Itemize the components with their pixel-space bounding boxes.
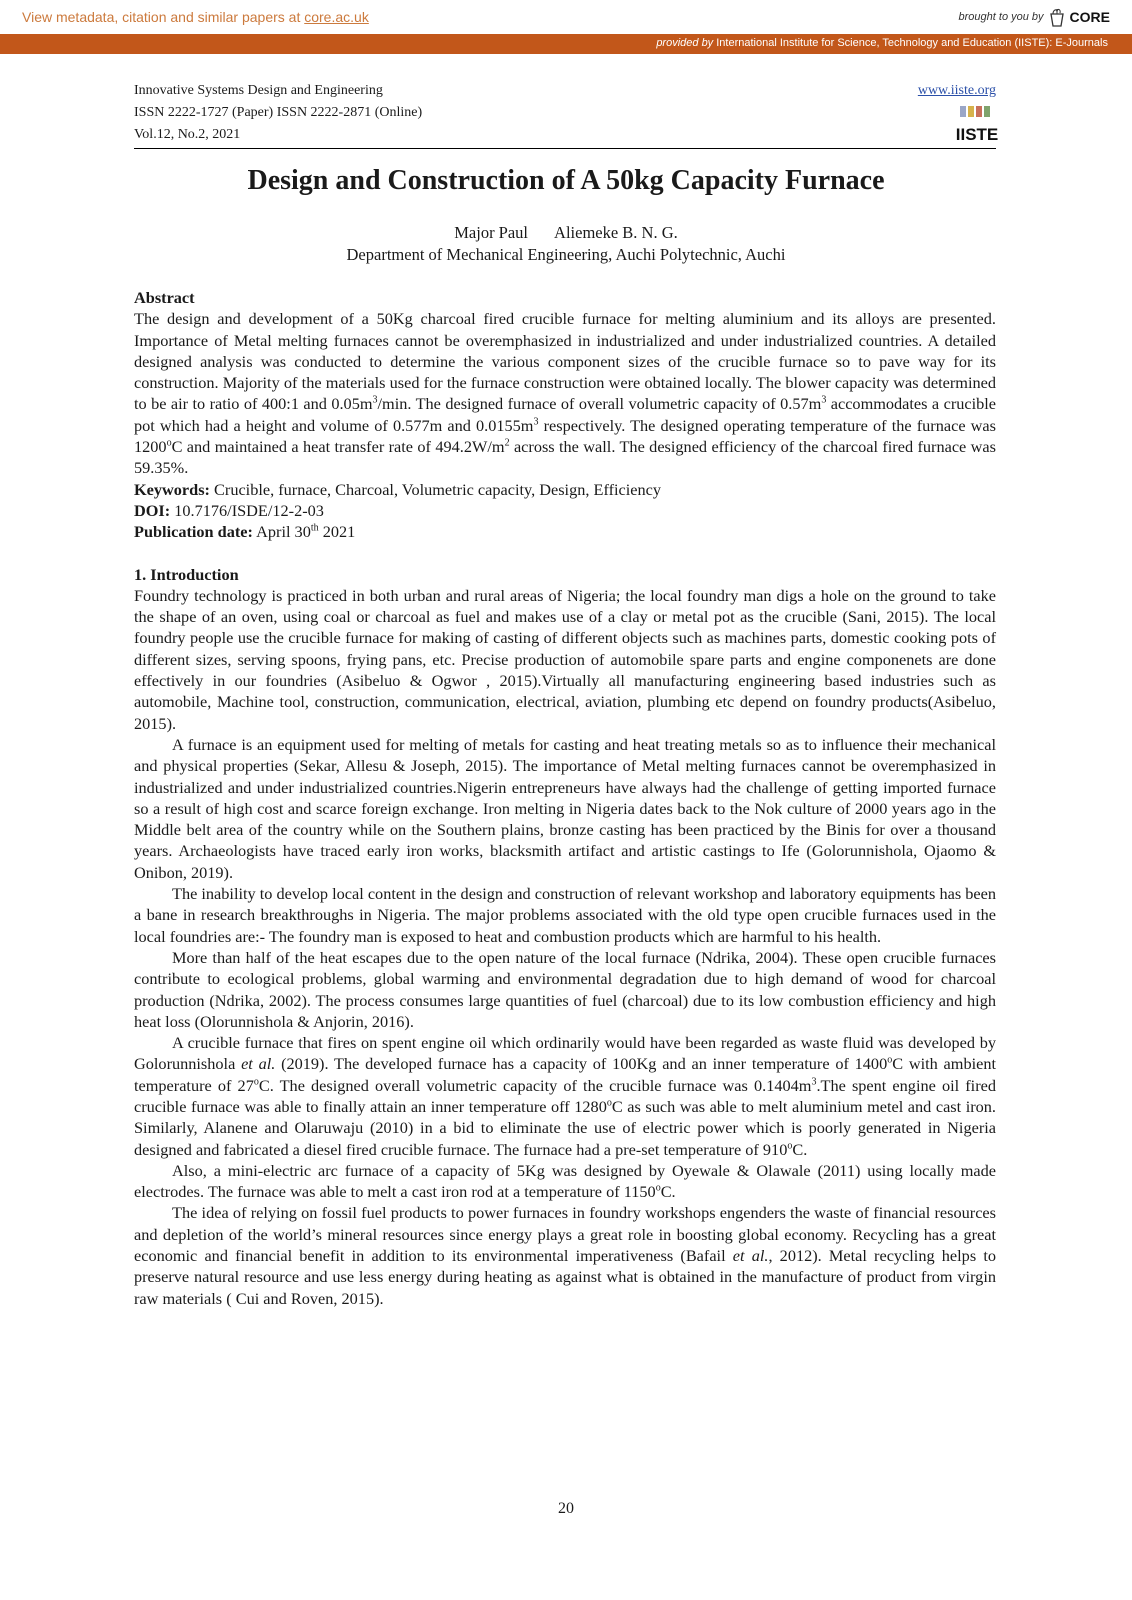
iiste-logo-icon — [955, 104, 999, 144]
author-block — [0, 222, 1132, 266]
intro-paragraph-4: More than half of the heat escapes due to the open nature of the local furnace (Ndrika, 2004). These open crucible furnaces contribute to ecological problems, global warming and environmental degradation due to high demand of wood for charcoal production (Ndrika, 2002). The process consumes large quantities of fuel (charcoal) due to its low combustion efficiency and high heat loss (Olorunnishola & Anjorin, 2016). — [134, 947, 996, 1031]
keywords: Keywords: Crucible, furnace, Charcoal, Volumetric capacity, Design, Efficiency — [134, 479, 662, 499]
journal-header — [134, 80, 999, 146]
intro-paragraph-7: The idea of relying on fossil fuel products to power furnaces in foundry workshops engenders the waste of financial resources and depletion of the world’s mineral resources since energy plays a great role in boosting global economy. Recycling has a great economic and financial benefit in addition to its environmental imperativeness (Bafail et al., 2012). Metal recycling helps to preserve natural resource and use less energy during heating as against what is obtained in the manufacture of product from virgin raw materials ( Cui and Roven, 2015). — [134, 1203, 996, 1308]
core-provider-text[interactable]: provided by International Institute for Science, Technology and Education (IISTE): E-Journals — [656, 37, 1108, 49]
journal-volume: Vol.12, No.2, 2021 — [134, 127, 241, 142]
header-rule — [134, 148, 996, 149]
author-2: Aliemeke B. N. G. — [554, 223, 678, 242]
affiliation: Department of Mechanical Engineering, Auchi Polytechnic, Auchi — [346, 245, 786, 264]
core-logo-icon — [1048, 6, 1066, 28]
core-brand-name: CORE — [1069, 9, 1110, 25]
core-header — [0, 0, 1132, 34]
intro-paragraph-5: A crucible furnace that fires on spent engine oil which ordinarily would have been regarded as waste fluid was developed by Golorunnishola et al. (2019). The developed furnace has a capacity of 100Kg and an inner temperature of 1400$^o$C with ambient temperature of 27$^o$C. The designed overall volumetric capacity of the crucible furnace was $0.1404m^3.The$ spent engine oil fired crucible furnace was able to finally attain an inner temperature off 1280$^o$C as such was able to melt aluminium metel and cast iron. Similarly, Alanene and Olaruwaju (2010) in a bid to eliminate the use of electric power which is poorly generated in Nigeria designed and fabricated a diesel fired crucible furnace. The furnace had a pre-set temperature of 910$^o$C. — [134, 1033, 996, 1159]
core-brand[interactable] — [959, 6, 1110, 28]
journal-url[interactable]: www.iiste.org — [917, 83, 996, 98]
paper-title: Design and Construction of A 50kg Capacity Furnace — [247, 165, 885, 196]
abstract-heading: Abstract — [134, 288, 195, 307]
intro-paragraph-6: Also, a mini-electric arc furnace of a capacity of 5Kg was designed by Oyewale & Olawale (2011) using locally made electrodes. The furnace was able to melt a cast iron rod at a temperature of 1150$^o$C. — [134, 1160, 996, 1202]
publication-date: Publication date: April 30th 2021 — [134, 522, 356, 542]
intro-paragraph-3: The inability to develop local content in the design and construction of relevant workshop and laboratory equipments has been a bane in research breakthroughs in Nigeria. The major problems associated with the old type open crucible furnaces used in the local foundries are:- The foundry man is exposed to heat and combustion products which are harmful to his health. — [134, 884, 996, 946]
intro-paragraph-1: Foundry technology is practiced in both urban and rural areas of Nigeria; the local foundry man digs a hole on the ground to take the shape of an oven, using coal or charcoal as fuel and makes use of a clay or metal pot as the crucible (Sani, 2015). The local foundry people use the crucible furnace for making of casting of different objects such as machines parts, domestic cooking pots of different sizes, serving spoons, frying pans, etc. Precise production of automobile spare parts and engine componenets are done effectively in our foundries (Asibeluo & Ogwor , 2015).Virtually all manufacturing engineering based industries such as automobile, Machine tool, construction, communication, electrical, aviation, plumbing etc depend on foundry products(Asibeluo, 2015). — [134, 585, 996, 733]
author-1: Major Paul — [454, 223, 529, 242]
svg-text:IISTE: IISTE — [955, 125, 999, 144]
intro-heading: 1. Introduction — [134, 564, 239, 584]
journal-issn: ISSN 2222-1727 (Paper) ISSN 2222-2871 (Online) — [134, 105, 423, 120]
core-brought-by: brought to you by — [958, 11, 1044, 23]
core-provider-bar — [0, 34, 1132, 54]
core-metadata-link[interactable]: View metadata, citation and similar papers at core.ac.uk — [22, 9, 369, 25]
abstract-text: The design and development of a 50Kg charcoal fired crucible furnace for melting aluminium and its alloys are presented. Importance of Metal melting furnaces cannot be overemphasized in industrialized and under industrialized countries. A detailed designed analysis was conducted to determine the various component sizes of the crucible furnace so to pave way for its construction. Majority of the materials used for the furnace construction were obtained locally. The blower capacity was determined to be air to ratio of 400:1 and $0.05m^3/\min$. The designed furnace of overall volumetric capacity of $0.57m^3$ accommodates a crucible pot which had a height and volume of 0.577m and $0.0155m^3$ respectively. The designed operating temperature of the furnace was 1200$^o$C and maintained a heat transfer rate of $494.2W/m^2$ across the wall. The designed efficiency of the charcoal fired furnace was 59.35%. — [134, 309, 997, 478]
page-number: 20 — [558, 1500, 574, 1517]
journal-name: Innovative Systems Design and Engineering — [134, 83, 383, 98]
paper-body — [134, 287, 996, 1309]
doi: DOI: 10.7176/ISDE/12-2-03 — [134, 500, 324, 520]
intro-paragraph-2: A furnace is an equipment used for melting of metals for casting and heat treating metals so as to influence their mechanical and physical properties (Sekar, Allesu & Joseph, 2015). The importance of Metal melting furnaces cannot be overemphasized in industrialized and under industrialized countries.Nigerin entrepreneurs have always had the challenge of getting imported furnace so a result of high cost and scarce foreign exchange. Iron melting in Nigeria dates back to the Nok culture of 2000 years ago in the Middle belt area of the country while on the Southern plains, bronze casting has been practiced by the Binis for over a thousand years. Archaeologists have traced early iron works, blacksmith artifact and artistic castings to Ife (Golorunnishola, Ojaomo & Onibon, 2019). — [134, 734, 996, 882]
